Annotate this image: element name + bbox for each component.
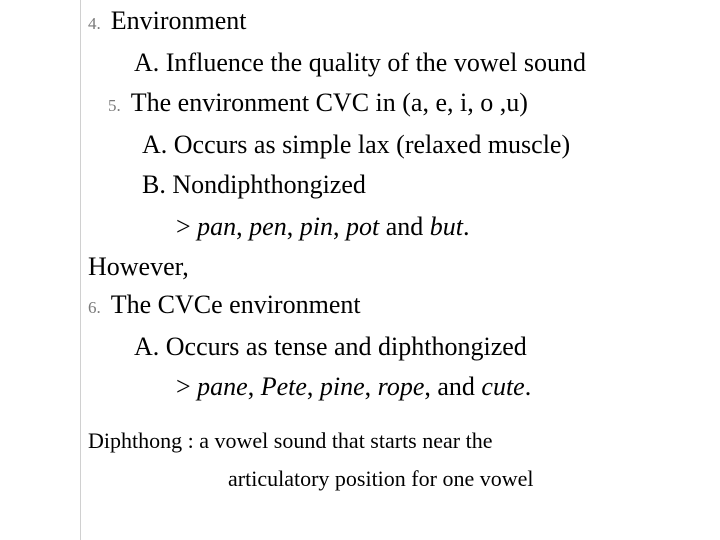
item-number: 6. — [88, 298, 101, 317]
separator: , — [306, 372, 320, 401]
example-word: pan — [197, 212, 237, 241]
separator: , and — [424, 372, 482, 401]
example-word: cute — [481, 372, 525, 401]
item-6 — [88, 290, 361, 323]
example-cvc — [176, 212, 469, 242]
item-title: Environment — [110, 6, 247, 35]
sub-item-text: A. Occurs as tense and diphthongized — [134, 332, 527, 361]
separator: , — [247, 372, 261, 401]
definition-line-1 — [88, 428, 492, 454]
item-4 — [88, 6, 247, 39]
sub-item-text: B. Nondiphthongized — [142, 170, 366, 199]
item-5 — [108, 88, 528, 121]
example-word: pot — [345, 212, 380, 241]
item-title: The CVCe environment — [110, 290, 361, 319]
item-title: The environment CVC in (a, e, i, o ,u) — [130, 88, 528, 117]
example-prefix: > — [176, 212, 198, 241]
separator: and — [379, 212, 430, 241]
separator: , — [286, 212, 300, 241]
item-number: 5. — [108, 96, 121, 115]
separator: , — [236, 212, 250, 241]
item-number: 4. — [88, 14, 101, 33]
item-6-sub-a — [134, 332, 527, 362]
example-word: pen — [249, 212, 287, 241]
definition-text: articulatory position for one vowel — [228, 466, 534, 491]
however-label: However, — [88, 252, 189, 281]
example-word: pane — [197, 372, 248, 401]
sub-item-text: A. Influence the quality of the vowel sound — [134, 48, 586, 77]
separator: . — [462, 212, 470, 241]
slide-divider — [80, 0, 81, 540]
definition-text: Diphthong : a vowel sound that starts near the — [88, 428, 493, 453]
sub-item-text: A. Occurs as simple lax (relaxed muscle) — [142, 130, 571, 159]
item-5-sub-b — [142, 170, 366, 200]
separator: , — [332, 212, 346, 241]
example-word: pine — [319, 372, 365, 401]
example-cvce — [176, 372, 531, 402]
example-word: pin — [299, 212, 333, 241]
example-word: Pete — [260, 372, 307, 401]
example-prefix: > — [176, 372, 198, 401]
example-word: rope — [377, 372, 425, 401]
item-5-sub-a — [142, 130, 570, 160]
definition-line-2 — [228, 466, 533, 492]
item-4-sub-a — [134, 48, 586, 78]
separator: . — [524, 372, 532, 401]
however-text — [88, 252, 189, 282]
example-word: but — [429, 212, 463, 241]
separator: , — [364, 372, 378, 401]
